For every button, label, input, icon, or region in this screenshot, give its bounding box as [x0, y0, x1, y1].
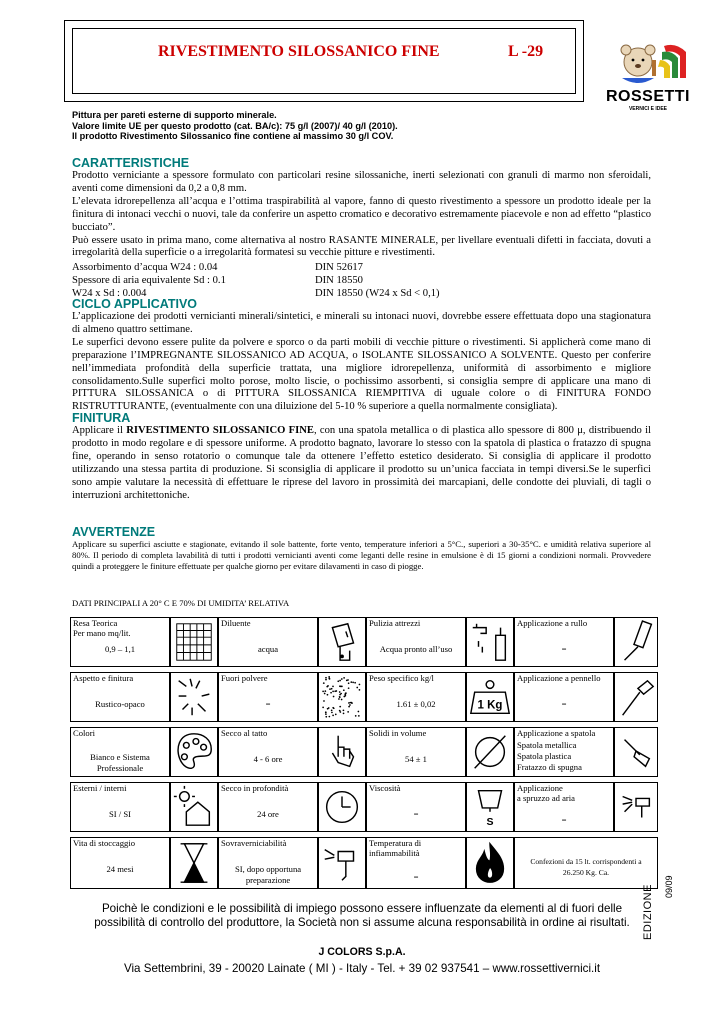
viscosity-icon-label: S: [486, 816, 494, 829]
cell-spruzzo: [514, 782, 614, 832]
cell-value: preparazione: [245, 875, 291, 885]
cell-value: Bianco e Sistema: [90, 752, 150, 762]
cell-pulizia: [366, 617, 466, 667]
paint-brush-icon: [614, 672, 658, 722]
cell-label: Sovraverniciabilità: [221, 838, 287, 848]
cell-value: =: [561, 815, 567, 825]
cell-spatola: [514, 727, 614, 777]
paragraph: Le superfici devono essere pulite da polvere e sporco o da parti mobili di vecchie pitture o rivestimenti. Si applicherà come mano di preparazione l’IMPREGNANTE SILOSSANICO AD ACQUA, o ISOLANTE SILOSSANICO A SOLVENTE. Questo per conferire nell’immediata profondità della superficie trattata, una migliore idrorepellenza, uniformità di assorbimento e migliore consolidamento.Sulle superfici molto porose, molto liscie, o pochissimo assorbenti, si consiglia sempre di applicare una mano di PITTURA SILOSSANICA o di PITTURA SILOSSANICA RIEMPITIVA di uguale colore o di FINITURA FONDO RISTRUTTURANTE, (eventualmente con una diluizione del 5-10 % superiore a quella normalmente consigliata).: [72, 336, 651, 413]
weight-icon: [466, 672, 514, 722]
hand-touch-icon: [318, 727, 366, 777]
cell-secco-profondita: [218, 782, 318, 832]
cell-resa: [70, 617, 170, 667]
cell-confezioni: [514, 837, 658, 889]
dust-dots-icon: [318, 672, 366, 722]
cell-value: 26.250 Kg. Ca.: [562, 868, 610, 877]
hourglass-icon: [170, 837, 218, 889]
cell-value: Confezioni da 15 lt. corrispondenti a: [530, 857, 642, 866]
paragraph: Prodotto verniciante a spessore formulato con particolari resine silossaniche, inerti selezionati con granuli di marmo non sferoidali, aventi come dimensioni da 0,2 a 0,8 mm.: [72, 170, 651, 194]
paragraph: L’elevata idrorepellenza all’acqua e l’ottima traspirabilità al vapore, fanno di questo rivestimento a spessore un prodotto ideale per la finitura di intonaci vecchi o nuovi, tale da conferire un aspetto cromatico e decorativo estremamente piacevole e non ad effetto “plastico bucciato”.: [72, 195, 651, 233]
cell-value: Spatola plastica: [517, 751, 572, 761]
cell-label: Per mano mq/lit.: [73, 628, 131, 638]
measure-row: [72, 261, 363, 274]
cell-value: acqua: [257, 644, 279, 654]
measure-label: Spessore di aria equivalente Sd : 0.1: [72, 275, 226, 286]
cell-value: 24 mesi: [106, 864, 134, 874]
section-title-avvertenze: AVVERTENZE: [72, 525, 156, 539]
intro-line: Il prodotto Rivestimento Silossanico fine contiene al massimo 30 g/l COV.: [72, 131, 394, 142]
cell-label: Colori: [73, 728, 95, 738]
ciclo-text: [72, 311, 651, 414]
cell-aspetto: [70, 672, 170, 722]
measure-label: Assorbimento d’acqua W24 : 0.04: [72, 262, 218, 273]
finish-texture-icon: [170, 672, 218, 722]
cell-value: =: [561, 699, 567, 709]
cell-value: Fratazzo di spugna: [517, 762, 582, 772]
sun-house-icon: [170, 782, 218, 832]
volume-circle-icon: [466, 727, 514, 777]
measure-norm: DIN 18550 (W24 x Sd < 0,1): [315, 288, 440, 299]
cell-colori: [70, 727, 170, 777]
cell-value: =: [413, 809, 419, 819]
cell-value: Spatola metallica: [517, 740, 577, 750]
edizione-date: 09/09: [664, 875, 674, 898]
cell-label: Secco in profondità: [221, 783, 289, 793]
disclaimer-line: possibilità di controllo del produttore, la Società non si assume alcuna responsabilità in ordine ai risultati.: [94, 916, 630, 929]
finitura-product: RIVESTIMENTO SILOSSANICO FINE: [126, 425, 314, 436]
cell-label: Temperatura di: [369, 838, 422, 848]
cell-value: =: [265, 699, 271, 709]
cell-solidi-volume: [366, 727, 466, 777]
paragraph: Può essere usato in prima mano, come alternativa al nostro RASANTE MINERALE, per livellare eventuali difetti in facciata, dovuti a irregolarità della superficie o a irregolarità formatesi su vecchie pitture e rivestimenti.: [72, 234, 651, 259]
cell-diluente: [218, 617, 318, 667]
brand-name: ROSSETTI: [605, 88, 690, 105]
cell-infiammabilita: [366, 837, 466, 889]
cell-label: Applicazione a pennello: [517, 673, 601, 683]
cell-label: Solidi in volume: [369, 728, 427, 738]
document-code: L -29: [508, 43, 544, 60]
viscosity-cup-icon: [466, 782, 514, 832]
cell-value: =: [561, 644, 567, 654]
edizione-label: EDIZIONE: [642, 884, 654, 940]
cell-value: 24 ore: [257, 809, 279, 819]
disclaimer-line: Poichè le condizioni e le possibilità di impiego possono essere influenzate da elementi al di fuori delle: [101, 902, 623, 915]
measure-norm: DIN 52617: [315, 262, 363, 273]
cell-label: infiammabilità: [369, 848, 420, 858]
clock-icon: [318, 782, 366, 832]
cell-label: Applicazione a rullo: [517, 618, 588, 628]
section-title-finitura: FINITURA: [72, 411, 131, 425]
flame-icon: [466, 837, 514, 889]
cell-label: Diluente: [221, 618, 251, 628]
spatula-icon: [614, 727, 658, 777]
measure-row: [72, 274, 363, 287]
intro-line: Pittura per pareti esterne di supporto minerale.: [72, 110, 277, 120]
disclaimer: [72, 902, 652, 930]
measures-block: [72, 261, 440, 300]
cell-stoccaggio: [70, 837, 170, 889]
cell-value: 0,9 – 1,1: [104, 644, 136, 654]
cell-secco-tatto: [218, 727, 318, 777]
cell-label: Secco al tatto: [221, 728, 268, 738]
intro-block: [72, 110, 652, 142]
weight-icon-label: 1 Kg: [477, 699, 503, 712]
table-title: DATI PRINCIPALI A 20° C E 70% DI UMIDITA’ RELATIVA: [72, 598, 290, 608]
cell-fuori-polvere: [218, 672, 318, 722]
finitura-text: [72, 425, 651, 502]
cell-value: Professionale: [96, 763, 144, 773]
spray-gun-icon: [614, 782, 658, 832]
cell-esterni-interni: [70, 782, 170, 832]
cell-rullo: [514, 617, 614, 667]
paint-roller-icon: [614, 617, 658, 667]
overpaint-spray-icon: [318, 837, 366, 889]
cell-value: Acqua pronto all’uso: [379, 644, 453, 654]
cell-value: 4 - 6 ore: [253, 754, 283, 764]
cell-label: Aspetto e finitura: [73, 673, 134, 683]
cell-value: Rustico-opaco: [95, 699, 145, 709]
cell-viscosita: [366, 782, 466, 832]
grid-icon: [170, 617, 218, 667]
finitura-post: , con una spatola metallica o di plastica allo spessore di 800 μ, distribuendo il prodotto in modo regolare e di spessore uniforme. A prodotto bagnato, lavorare lo stesso con la spatola di plastica o fratazzo di spugna fine, operando in senso rotatorio o comunque tale da ottenere l’effetto estetico desiderato. Si consiglia di applicare il prodotto utilizzando una stessa partita di produzione. Si sconsiglia di applicare il prodotto su un’unica facciata in tempi diversi.Se le superfici sono ampie valutare la necessità di effettuare le riprese del lavoro in prossimità dei marcapiani, delle condotte dei pluviali, di tagli o interruzioni architettoniche.: [72, 425, 651, 501]
cell-label: Applicazione a spatola: [517, 728, 596, 738]
avvertenze-text: Applicare su superfici asciutte e stagionate, evitando il sole battente, forte vento, temperature inferiori a 5°C., superiori a 30-35°C. e umidità relativa superiore al 80%. Il periodo di completa lavabilità di tutti i prodotti vernicianti aventi come leganti delle resine in emulsione è di 15 giorni a condizioni normali. Provvedere quindi a proteggere le finiture effettuate per qualche giorno per evitare dilavamenti in caso di piogge.: [72, 539, 651, 571]
cell-pennello: [514, 672, 614, 722]
cell-value: =: [413, 872, 419, 882]
cell-label: Peso specifico kg/l: [369, 673, 434, 683]
paragraph: [72, 425, 651, 502]
intro-line: Valore limite UE per questo prodotto (cat. BA/c): 75 g/l (2007)/ 40 g/l (2010).: [72, 120, 398, 131]
cell-label: Vita di stoccaggio: [73, 838, 136, 848]
cell-label: Pulizia attrezzi: [369, 618, 421, 628]
cell-label: Esterni / interni: [73, 783, 127, 793]
finitura-pre: Applicare il: [72, 425, 127, 436]
cell-label: a spruzzo ad aria: [517, 793, 575, 803]
cell-label: Fuori polvere: [221, 673, 268, 683]
cell-sovraverniciabilita: [218, 837, 318, 889]
tap-brush-icon: [466, 617, 514, 667]
brand-tagline: VERNICI E IDEE: [628, 106, 668, 112]
section-title-caratteristiche: CARATTERISTICHE: [72, 156, 190, 170]
section-title-ciclo: CICLO APPLICATIVO: [72, 297, 197, 311]
cell-label: Applicazione: [517, 783, 563, 793]
cell-value: 1.61 ± 0,02: [396, 699, 436, 709]
measure-norm: DIN 18550: [315, 275, 363, 286]
company-address: Via Settembrini, 39 - 20020 Lainate ( MI ) - Italy - Tel. + 39 02 937541 – www.rossettivernici.it: [123, 962, 601, 975]
document-title: RIVESTIMENTO SILOSSANICO FINE: [158, 43, 440, 60]
company-name: J COLORS S.p.A.: [318, 946, 406, 958]
measure-label: W24 x Sd : 0.004: [72, 288, 147, 299]
caratteristiche-text: [72, 170, 651, 260]
color-palette-icon: [170, 727, 218, 777]
header-frame-inner: [72, 28, 576, 94]
paragraph: L’applicazione dei prodotti vernicianti minerali/sintetici, e minerali su intonaci nuovi, dovrebbe essere effettuata dopo una stagionatura di almeno quattro settimane.: [72, 311, 651, 335]
cell-peso-specifico: [366, 672, 466, 722]
cell-value: 54 ± 1: [405, 754, 427, 764]
cell-label: Resa Teorica: [73, 618, 118, 628]
cell-value: SI, dopo opportuna: [234, 864, 302, 874]
cell-label: Viscosità: [369, 783, 401, 793]
diluent-drop-icon: [318, 617, 366, 667]
cell-value: SI / SI: [109, 809, 131, 819]
